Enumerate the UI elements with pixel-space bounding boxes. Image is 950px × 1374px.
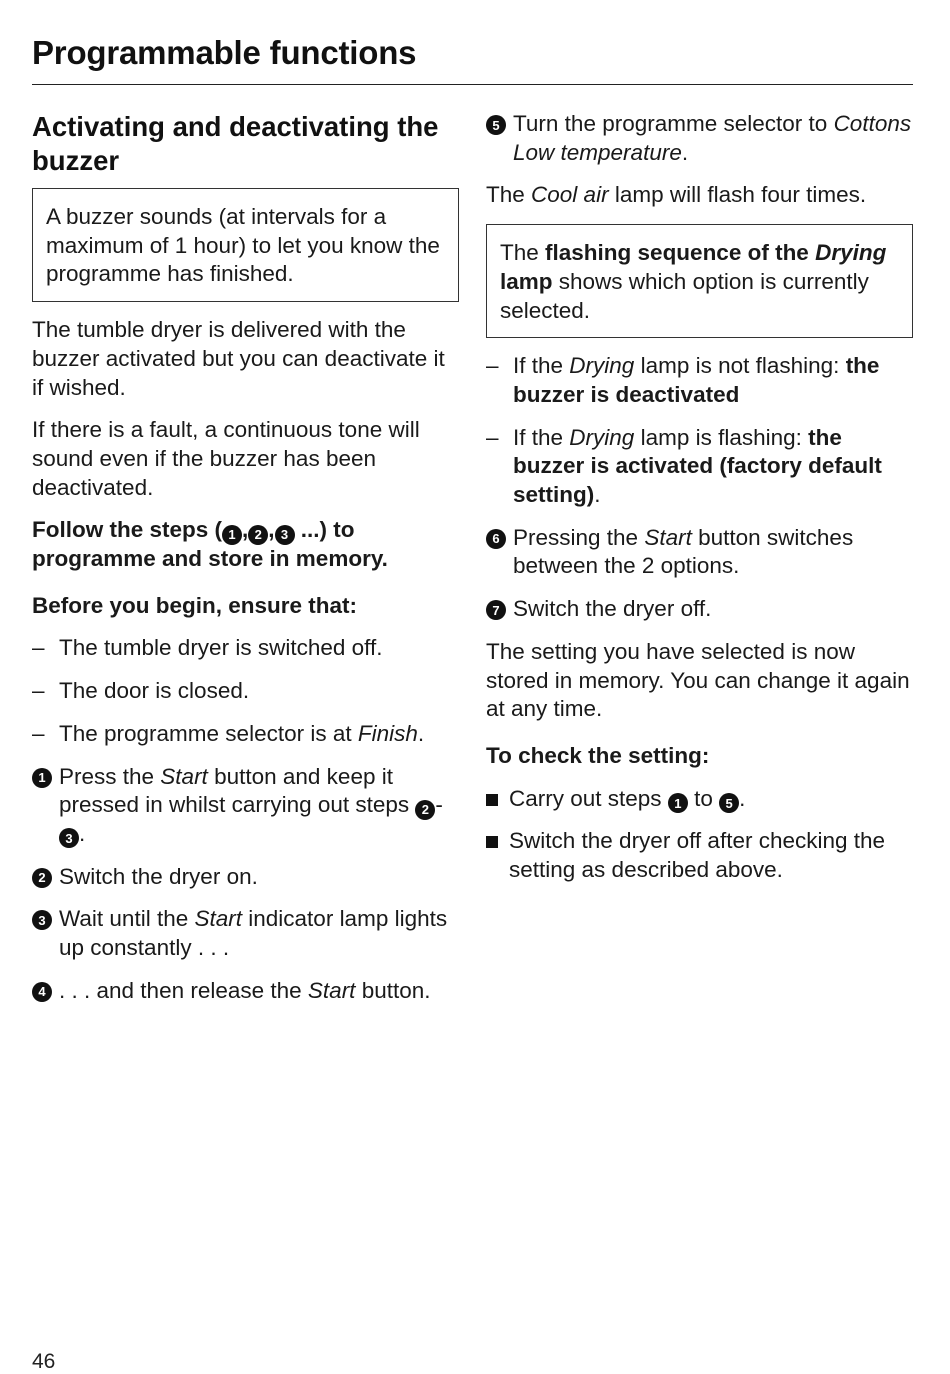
section-title: Activating and deactivating the buzzer <box>32 111 439 176</box>
square-bullet-icon <box>486 836 498 848</box>
check-heading: To check the setting: <box>486 742 710 768</box>
page-title: Programmable functions <box>32 34 417 71</box>
check-text: Switch the dryer off after checking the setting as described above. <box>509 828 886 883</box>
step-2 <box>32 863 460 892</box>
dash-bullet: – <box>32 678 45 704</box>
list-item <box>486 785 914 814</box>
step-em: Start <box>644 524 692 550</box>
check-text: Carry out steps <box>509 785 668 811</box>
step-number-icon: 5 <box>719 793 739 813</box>
step-end: . <box>681 139 689 165</box>
left-column <box>32 110 460 1019</box>
step-text: button and keep it pressed in whilst carrying out steps <box>59 763 416 818</box>
list-item <box>32 634 460 663</box>
step-number-icon: 4 <box>32 982 52 1002</box>
step-number-icon: 7 <box>486 600 506 620</box>
right-column <box>486 110 914 899</box>
step-3 <box>32 905 460 962</box>
dash-bullet: – <box>32 720 45 746</box>
step-em: Start <box>307 977 356 1003</box>
option-bold: the buzzer is activated (factory default setting) <box>513 424 882 508</box>
step-6 <box>486 524 914 581</box>
buzzer-info-box <box>32 188 459 302</box>
step-number-icon: 2 <box>32 868 52 888</box>
option-end: . <box>594 482 601 508</box>
step-number-icon: 3 <box>59 828 79 848</box>
para-em: Cool air <box>531 182 609 208</box>
option-text: lamp is not flashing: <box>634 353 846 379</box>
step-4 <box>32 977 460 1006</box>
step-text: Switch the dryer on. <box>59 863 258 889</box>
step-number-icon: 5 <box>486 115 506 135</box>
step-number-icon: 1 <box>668 793 688 813</box>
step-1 <box>32 763 460 849</box>
list-item-post: . <box>417 720 425 746</box>
list-item <box>486 827 914 884</box>
list-item <box>486 424 914 510</box>
page-number: 46 <box>32 1350 56 1373</box>
step-sep: - <box>435 792 443 818</box>
step-text: Press the <box>59 763 161 789</box>
option-bold: the buzzer is deactivated <box>513 353 880 407</box>
list-item-text: The door is closed. <box>59 678 250 704</box>
step-text: button switches between the 2 options. <box>513 524 854 579</box>
title-divider <box>32 84 913 85</box>
para-text: The <box>486 182 532 208</box>
box-bold: lamp <box>500 268 553 294</box>
step-text: . . . and then release the <box>59 977 308 1003</box>
step-number-icon: 2 <box>415 800 435 820</box>
step-text: button. <box>355 977 431 1003</box>
step-number-icon: 1 <box>222 525 242 545</box>
step-5 <box>486 110 914 167</box>
step-text: Switch the dryer off. <box>513 596 712 622</box>
step-number-icon: 3 <box>275 525 295 545</box>
step-number-icon: 2 <box>248 525 268 545</box>
stored-paragraph: The setting you have selected is now stored in memory. You can change it again at any time. <box>486 638 910 722</box>
follow-post: ...) to programme and store in memory. <box>32 517 388 572</box>
step-text: Pressing the <box>513 524 645 550</box>
square-bullet-icon <box>486 794 498 806</box>
option-em: Drying <box>569 424 635 450</box>
step-number-icon: 6 <box>486 529 506 549</box>
flashing-sequence-box <box>486 224 913 338</box>
box-bold-em: Drying <box>815 240 887 266</box>
follow-steps-instruction: Follow the steps ( 1 , 2 , 3 ...) to programme and store in memory. <box>32 517 388 572</box>
step-end: . <box>79 820 86 846</box>
step-number-icon: 3 <box>32 910 52 930</box>
list-item-pre: The programme selector is at <box>59 720 358 746</box>
para-text: lamp will flash four times. <box>608 182 867 208</box>
cool-air-paragraph <box>486 181 914 210</box>
box-text: shows which option is currently selected. <box>500 268 869 323</box>
step-em: Start <box>160 763 208 789</box>
option-text: lamp is flashing: <box>634 424 809 450</box>
box-bold: flashing sequence of the <box>545 240 816 266</box>
option-text: If the <box>513 353 570 379</box>
follow-pre: Follow the steps ( <box>32 517 223 543</box>
step-text: indicator lamp lights up constantly . . . <box>59 906 448 961</box>
delivery-paragraph: The tumble dryer is delivered with the buzzer activated but you can deactivate it if wished. <box>32 317 445 400</box>
list-item <box>32 720 460 749</box>
step-em: Start <box>194 906 243 932</box>
box-text: The <box>500 240 546 266</box>
check-end: . <box>739 785 746 811</box>
step-em: Cottons Low temperature <box>513 111 912 165</box>
dash-bullet: – <box>32 635 45 661</box>
step-number-icon: 1 <box>32 768 52 788</box>
dash-bullet: – <box>486 353 499 379</box>
step-text: Wait until the <box>59 906 195 932</box>
list-item <box>486 352 914 409</box>
fault-paragraph: If there is a fault, a continuous tone will sound even if the buzzer has been deactivated. <box>32 417 420 500</box>
step-7 <box>486 595 914 624</box>
before-heading: Before you begin, ensure that: <box>32 592 358 618</box>
step-text: Turn the programme selector to <box>513 111 834 136</box>
list-item-text: The tumble dryer is switched off. <box>59 635 383 661</box>
option-text: If the <box>513 424 570 450</box>
buzzer-info-text: A buzzer sounds (at intervals for a maximum of 1 hour) to let you know the programme has finished. <box>46 204 440 287</box>
dash-bullet: – <box>486 424 499 450</box>
list-item <box>32 677 460 706</box>
list-item-em: Finish <box>357 720 418 746</box>
option-em: Drying <box>569 353 635 379</box>
check-text: to <box>687 785 720 811</box>
